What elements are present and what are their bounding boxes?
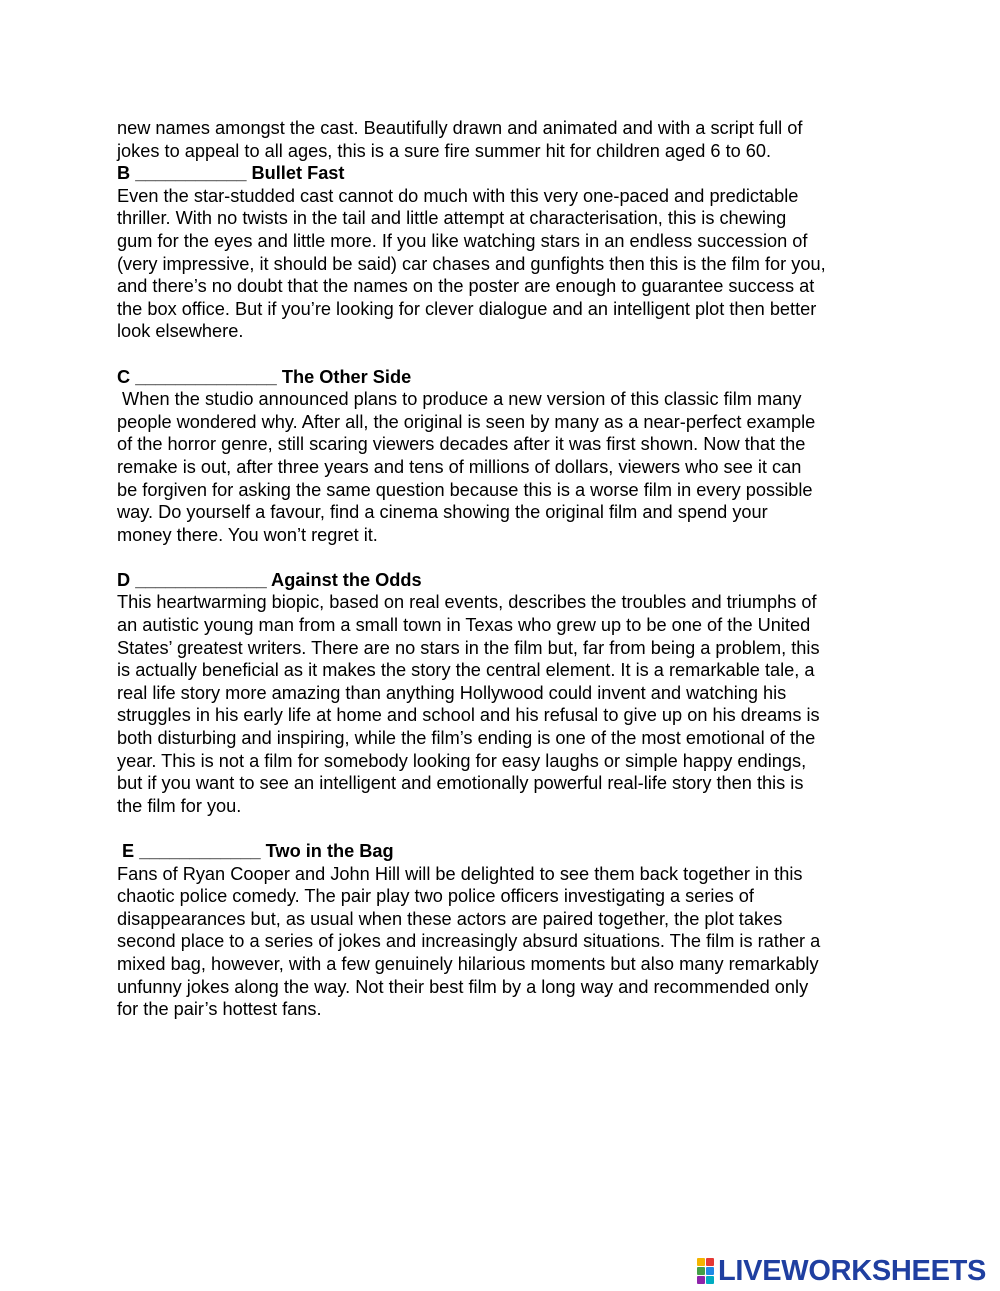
paragraph-line: year. This is not a film for somebody looking for easy laughs or simple happy endings,: [117, 750, 807, 771]
paragraph-line: way. Do yourself a favour, find a cinema showing the original film and spend your: [117, 502, 768, 523]
paragraph-line: for the pair’s hottest fans.: [117, 999, 322, 1020]
paragraph-line: second place to a series of jokes and increasingly absurd situations. The film is rather a: [117, 931, 821, 952]
paragraph-line: gum for the eyes and little more. If you like watching stars in an endless succession of: [117, 230, 808, 251]
paragraph-line: the box office. But if you’re looking for clever dialogue and an intelligent plot then better: [117, 298, 817, 319]
paragraph-line: jokes to appeal to all ages, this is a sure fire summer hit for children aged 6 to 60.: [117, 140, 772, 161]
paragraph-line: struggles in his early life at home and school and his refusal to give up on his dreams is: [117, 705, 820, 726]
logo-block: [706, 1267, 714, 1275]
paragraph-line: people wondered why. After all, the original is seen by many as a near-perfect example: [117, 411, 816, 432]
paragraph-line: both disturbing and inspiring, while the film’s ending is one of the most emotional of the: [117, 728, 816, 749]
paragraph-line: money there. You won’t regret it.: [117, 524, 378, 545]
review-heading-e: E ____________ Two in the Bag: [117, 841, 394, 861]
paragraph-line: the film for you.: [117, 795, 242, 816]
paragraph-line: an autistic young man from a small town in Texas who grew up to be one of the United: [117, 615, 811, 636]
paragraph-line: (very impressive, it should be said) car chases and gunfights then this is the film for you,: [117, 253, 826, 274]
review-heading-c: C ______________ The Other Side: [117, 366, 412, 387]
paragraph-line: be forgiven for asking the same question because this is a worse film in every possible: [117, 479, 813, 500]
review-heading-d: D _____________ Against the Odds: [117, 569, 422, 590]
worksheet-page: [117, 117, 897, 1021]
logo-block: [706, 1276, 714, 1284]
paragraph-line: but if you want to see an intelligent and emotionally powerful real-life story then this is: [117, 773, 804, 794]
review-e: [117, 840, 897, 1021]
review-d: [117, 569, 897, 818]
logo-blocks-icon: [697, 1258, 714, 1284]
liveworksheets-logo: [697, 1256, 986, 1286]
paragraph-spacer: [117, 343, 897, 366]
paragraph-line: new names amongst the cast. Beautifully drawn and animated and with a script full of: [117, 118, 803, 138]
paragraph-line: When the studio announced plans to produce a new version of this classic film many: [117, 389, 802, 410]
paragraph-line: disappearances but, as usual when these actors are paired together, the plot takes: [117, 908, 783, 929]
paragraph-line: look elsewhere.: [117, 321, 244, 342]
paragraph-line: unfunny jokes along the way. Not their best film by a long way and recommended only: [117, 976, 809, 997]
paragraph-line: and there’s no doubt that the names on the poster are enough to guarantee success at: [117, 276, 815, 297]
paragraph-line: Fans of Ryan Cooper and John Hill will be delighted to see them back together in this: [117, 863, 803, 884]
paragraph-line: This heartwarming biopic, based on real events, describes the troubles and triumphs of: [117, 592, 817, 613]
intro-paragraph: [117, 117, 897, 162]
paragraph-line: thriller. With no twists in the tail and little attempt at characterisation, this is chewing: [117, 208, 787, 229]
paragraph-line: Even the star-studded cast cannot do much with this very one-paced and predictable: [117, 185, 799, 206]
paragraph-line: is actually beneficial as it makes the story the central element. It is a remarkable tale, a: [117, 660, 815, 681]
paragraph-line: States’ greatest writers. There are no stars in the film but, far from being a problem, this: [117, 637, 820, 658]
logo-block: [697, 1276, 705, 1284]
paragraph-line: mixed bag, however, with a few genuinely hilarious moments but also many remarkably: [117, 953, 819, 974]
logo-block: [706, 1258, 714, 1266]
review-c: [117, 366, 897, 547]
paragraph-line: real life story more amazing than anything Hollywood could invent and watching his: [117, 682, 787, 703]
logo-block: [697, 1258, 705, 1266]
paragraph-line: of the horror genre, still scaring viewers decades after it was first shown. Now that the: [117, 434, 806, 455]
logo-text: LIVEWORKSHEETS: [718, 1255, 987, 1287]
paragraph-spacer: [117, 817, 897, 840]
review-b: [117, 162, 897, 343]
logo-block: [697, 1267, 705, 1275]
paragraph-line: remake is out, after three years and tens of millions of dollars, viewers who see it can: [117, 456, 802, 477]
paragraph-spacer: [117, 546, 897, 569]
review-heading-b: B ___________ Bullet Fast: [117, 163, 345, 184]
paragraph-line: chaotic police comedy. The pair play two police officers investigating a series of: [117, 886, 754, 907]
